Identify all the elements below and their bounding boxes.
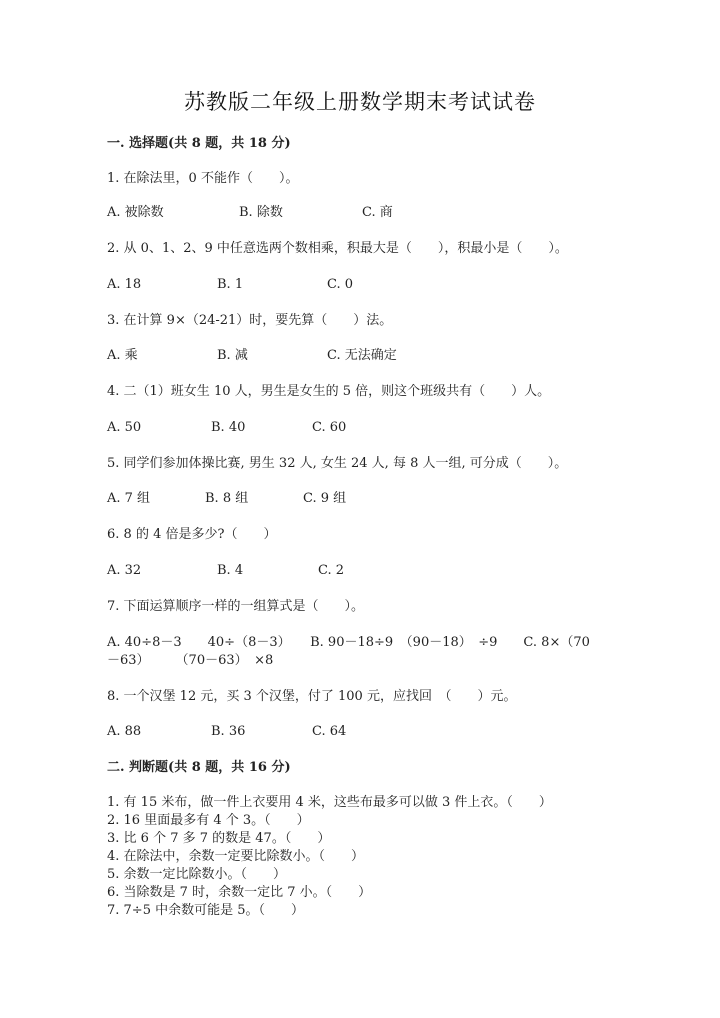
q8-option-c: C. 64 [312,724,347,739]
question-7: 7. 下面运算顺序一样的一组算式是（ ）。 [107,599,365,614]
q5-option-b: B. 8 组 [205,491,249,506]
q1-option-a: A. 被除数 [107,205,164,220]
q2-option-b: B. 1 [217,277,244,292]
exam-title: 苏教版二年级上册数学期末考试试卷 [184,90,536,114]
q4-option-a: A. 50 [107,420,142,435]
q3-option-c: C. 无法确定 [327,348,397,363]
q8-option-a: A. 88 [107,724,142,739]
q1-option-b: B. 除数 [239,205,283,220]
q3-option-a: A. 乘 [107,348,138,363]
section-heading-judgement: 二. 判断题(共 8 题，共 16 分) [107,760,291,775]
q5-option-a: A. 7 组 [107,491,151,506]
question-3: 3. 在计算 9×（24-21）时，要先算（ ）法。 [107,313,393,328]
judgement-item-1: 1. 有 15 米布，做一件上衣要用 4 米，这些布最多可以做 3 件上衣。（ ） [107,795,552,810]
q8-option-b: B. 36 [211,724,246,739]
question-6: 6. 8 的 4 倍是多少?（ ） [107,527,277,542]
judgement-item-4: 4. 在除法中，余数一定要比除数小。（ ） [107,849,365,864]
judgement-item-3: 3. 比 6 个 7 多 7 的数是 47。（ ） [107,831,331,846]
q7-options-line-1: A. 40÷8－3 40÷（8－3） B. 90－18÷9 （90－18） ÷9 C. 8×（70 [107,635,590,650]
judgement-item-2: 2. 16 里面最多有 4 个 3。（ ） [107,813,310,828]
q2-option-c: C. 0 [327,277,354,292]
judgement-item-7: 7. 7÷5 中余数可能是 5。（ ） [107,903,305,918]
question-5: 5. 同学们参加体操比赛, 男生 32 人, 女生 24 人, 每 8 人一组, 可分成（ ）。 [107,456,568,471]
judgement-item-5: 5. 余数一定比除数小。（ ） [107,867,287,882]
question-2: 2. 从 0、1、2、9 中任意选两个数相乘，积最大是（ ），积最小是（ ）。 [107,241,568,256]
judgement-item-6: 6. 当除数是 7 时，余数一定比 7 小。（ ） [107,885,372,900]
q1-option-c: C. 商 [362,205,393,220]
question-4: 4. 二（1）班女生 10 人，男生是女生的 5 倍，则这个班级共有（ ）人。 [107,384,551,399]
question-8: 8. 一个汉堡 12 元，买 3 个汉堡，付了 100 元，应找回 （ ）元。 [107,689,517,704]
q6-option-c: C. 2 [318,563,345,578]
q2-option-a: A. 18 [107,277,142,292]
section-heading-choice: 一. 选择题(共 8 题，共 18 分) [107,136,291,151]
q6-option-b: B. 4 [217,563,244,578]
q3-option-b: B. 减 [217,348,248,363]
q7-options-line-2: －63） （70－63） ×8 [107,653,274,668]
q4-option-b: B. 40 [211,420,246,435]
q5-option-c: C. 9 组 [303,491,347,506]
q4-option-c: C. 60 [312,420,347,435]
q6-option-a: A. 32 [107,563,142,578]
question-1: 1. 在除法里，0 不能作（ ）。 [107,171,299,186]
